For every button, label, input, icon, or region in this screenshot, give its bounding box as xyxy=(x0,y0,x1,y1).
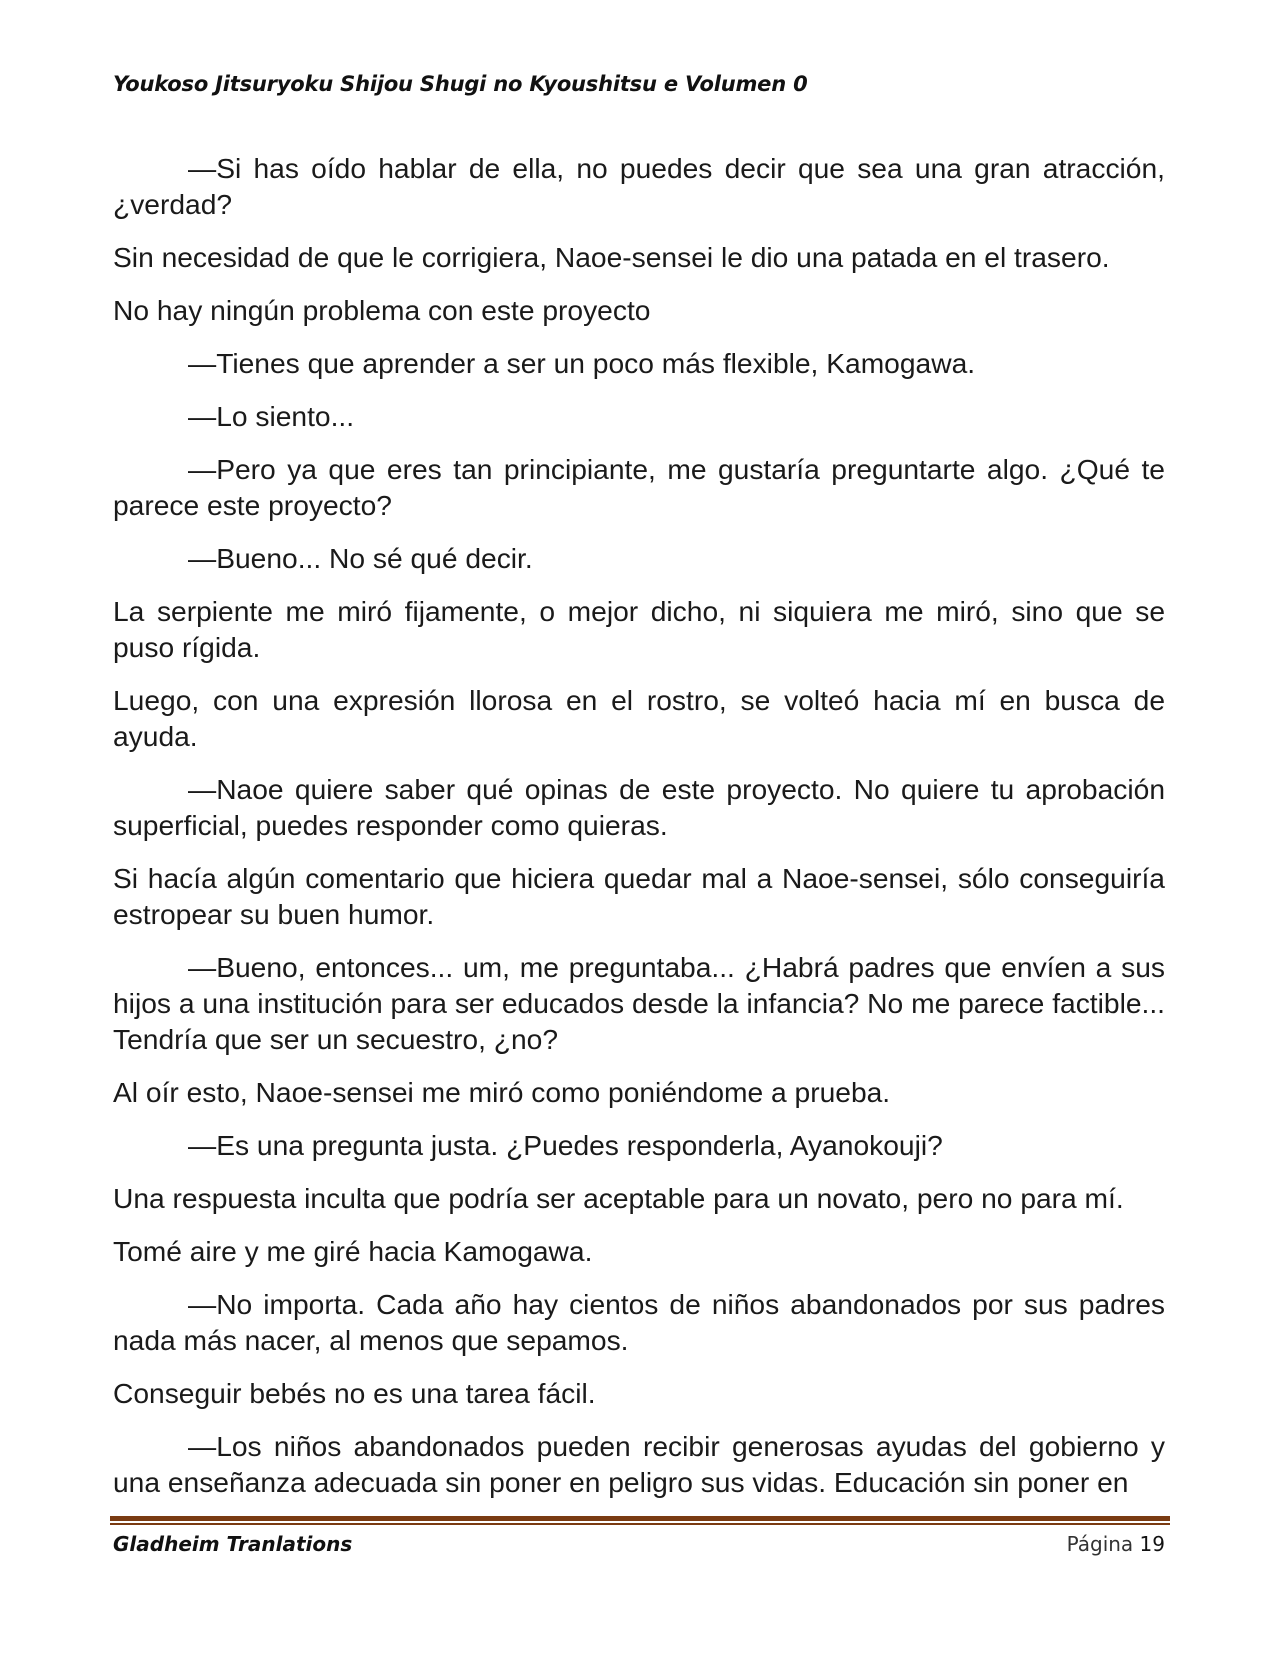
paragraph: Al oír esto, Naoe-sensei me miró como poniéndome a prueba. xyxy=(113,1076,891,1108)
footer-divider xyxy=(110,1516,1170,1526)
paragraph: —Tienes que aprender a ser un poco más flexible, Kamogawa. xyxy=(188,347,976,379)
page-number: 19 xyxy=(1139,1532,1165,1556)
paragraph: No hay ningún problema con este proyecto xyxy=(113,294,651,326)
paragraph: Luego, con una expresión llorosa en el rostro, se volteó hacia mí en busca de ayuda. xyxy=(113,684,1165,752)
paragraph: —Bueno, entonces... um, me preguntaba... ¿Habrá padres que envíen a sus hijos a una institución para ser educados desde la infancia? No me parece factible... Tendría que ser un secuestro, ¿no? xyxy=(113,951,1165,1055)
paragraph: Tomé aire y me giré hacia Kamogawa. xyxy=(113,1235,593,1267)
paragraph: Conseguir bebés no es una tarea fácil. xyxy=(113,1377,596,1409)
paragraph: Sin necesidad de que le corrigiera, Naoe-sensei le dio una patada en el trasero. xyxy=(113,241,1110,273)
page-label: Página xyxy=(1066,1532,1134,1556)
footer-publisher: Gladheim Tranlations xyxy=(113,1532,353,1556)
footer-page-number xyxy=(1067,1532,1165,1556)
body-text xyxy=(113,150,1165,1517)
paragraph: —Pero ya que eres tan principiante, me gustaría preguntarte algo. ¿Qué te parece este proyecto? xyxy=(113,453,1165,521)
paragraph: Una respuesta inculta que podría ser aceptable para un novato, pero no para mí. xyxy=(113,1182,1124,1214)
paragraph: —Los niños abandonados pueden recibir generosas ayudas del gobierno y una enseñanza adecuada sin poner en peligro sus vidas. Educación sin poner en xyxy=(113,1430,1165,1498)
paragraph: —Naoe quiere saber qué opinas de este proyecto. No quiere tu aprobación superficial, puedes responder como quieras. xyxy=(113,773,1165,841)
footer-divider-thick xyxy=(110,1516,1170,1521)
footer-divider-thin xyxy=(110,1523,1170,1525)
paragraph: —No importa. Cada año hay cientos de niños abandonados por sus padres nada más nacer, al menos que sepamos. xyxy=(113,1288,1165,1356)
paragraph: La serpiente me miró fijamente, o mejor dicho, ni siquiera me miró, sino que se puso rígida. xyxy=(113,595,1165,663)
paragraph: —Si has oído hablar de ella, no puedes decir que sea una gran atracción, ¿verdad? xyxy=(113,152,1165,220)
paragraph: —Bueno... No sé qué decir. xyxy=(188,542,533,574)
paragraph: Si hacía algún comentario que hiciera quedar mal a Naoe-sensei, sólo conseguiría estropear su buen humor. xyxy=(113,862,1165,930)
paragraph: —Lo siento... xyxy=(188,400,355,432)
running-header: Youkoso Jitsuryoku Shijou Shugi no Kyoushitsu e Volumen 0 xyxy=(113,72,808,96)
paragraph: —Es una pregunta justa. ¿Puedes responderla, Ayanokouji? xyxy=(188,1129,943,1161)
